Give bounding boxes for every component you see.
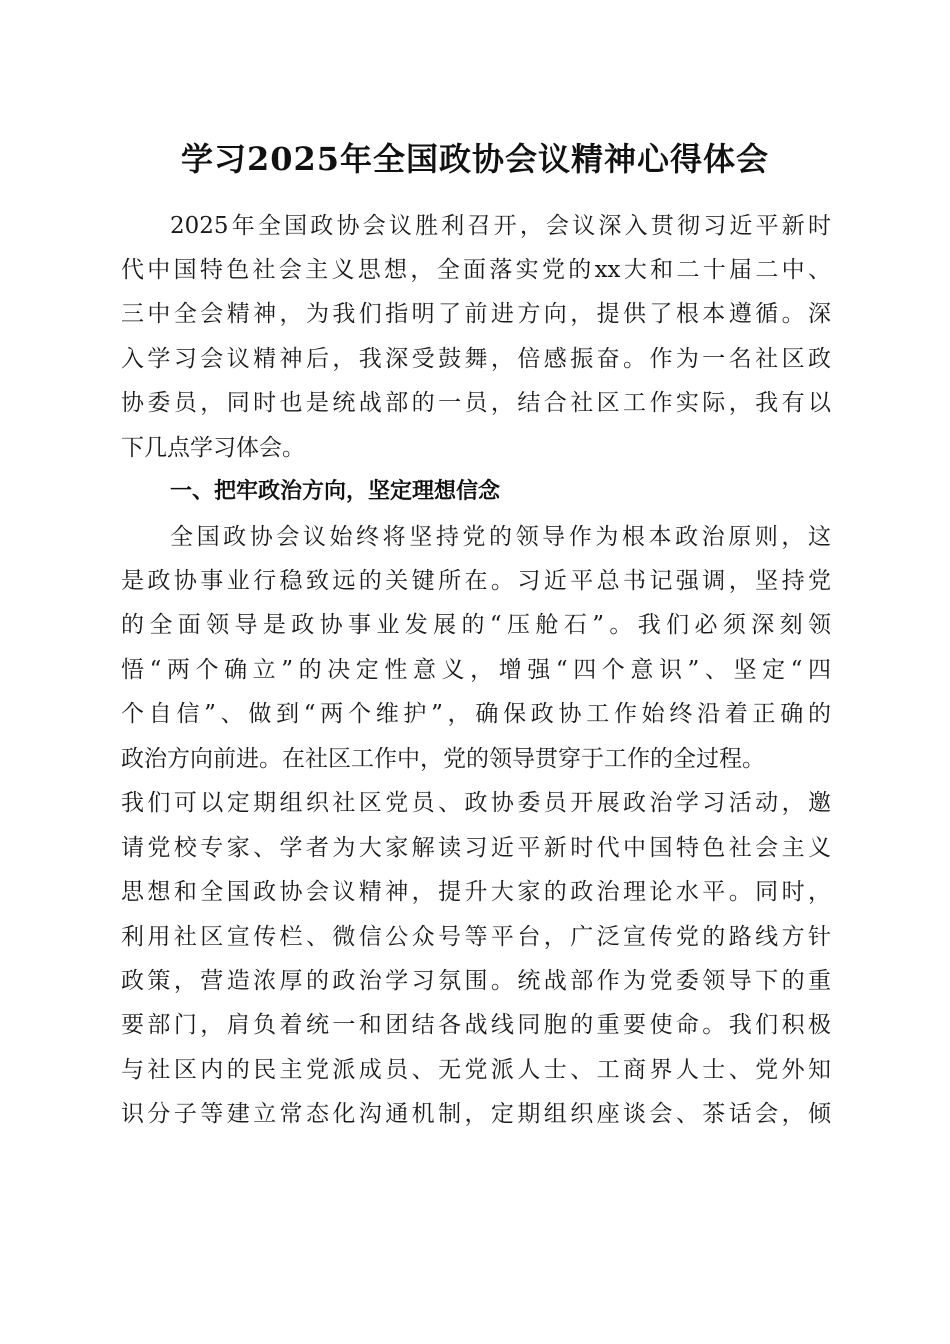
paragraph-line: 思想和全国政协会议精神，提升大家的政治理论水平。同时， [121,879,831,905]
paragraph-line: 代中国特色社会主义思想，全面落实党的xx大和二十届二中、 [121,257,831,283]
paragraph-line: 个自信”、做到“两个维护”，确保政协工作始终沿着正确的 [121,701,831,727]
paragraph-line: 入学习会议精神后，我深受鼓舞，倍感振奋。作为一名社区政 [121,346,831,372]
paragraph-line: 识分子等建立常态化沟通机制，定期组织座谈会、茶话会，倾 [121,1101,831,1127]
paragraph-line: 利用社区宣传栏、微信公众号等平台，广泛宣传党的路线方针 [121,924,831,950]
paragraph-line: 的全面领导是政协事业发展的“压舱石”。我们必须深刻领 [121,612,831,638]
section-heading: 一、把牢政治方向，坚定理想信念 [170,479,501,504]
paragraph-line: 全国政协会议始终将坚持党的领导作为根本政治原则，这 [170,524,831,550]
paragraph-line: 政策，营造浓厚的政治学习氛围。统战部作为党委领导下的重 [121,968,831,994]
document-title: 学习2025年全国政协会议精神心得体会 [180,140,770,178]
paragraph-line: 与社区内的民主党派成员、无党派人士、工商界人士、党外知 [121,1057,831,1083]
paragraph-line: 悟“两个确立”的决定性意义，增强“四个意识”、坚定“四 [121,657,831,683]
paragraph-line: 是政协事业行稳致远的关键所在。习近平总书记强调，坚持党 [121,568,831,594]
paragraph-line: 我们可以定期组织社区党员、政协委员开展政治学习活动，邀 [121,790,831,816]
paragraph-line: 协委员，同时也是统战部的一员，结合社区工作实际，我有以 [121,390,831,416]
paragraph-line: 三中全会精神，为我们指明了前进方向，提供了根本遵循。深 [121,301,831,327]
paragraph-line: 政治方向前进。在社区工作中，党的领导贯穿于工作的全过程。 [121,746,765,772]
paragraph-line: 要部门，肩负着统一和团结各战线同胞的重要使命。我们积极 [121,1012,831,1038]
paragraph-line: 2025年全国政协会议胜利召开，会议深入贯彻习近平新时 [170,213,831,239]
paragraph-line: 下几点学习体会。 [121,435,305,461]
paragraph-line: 请党校专家、学者为大家解读习近平新时代中国特色社会主义 [121,835,831,861]
